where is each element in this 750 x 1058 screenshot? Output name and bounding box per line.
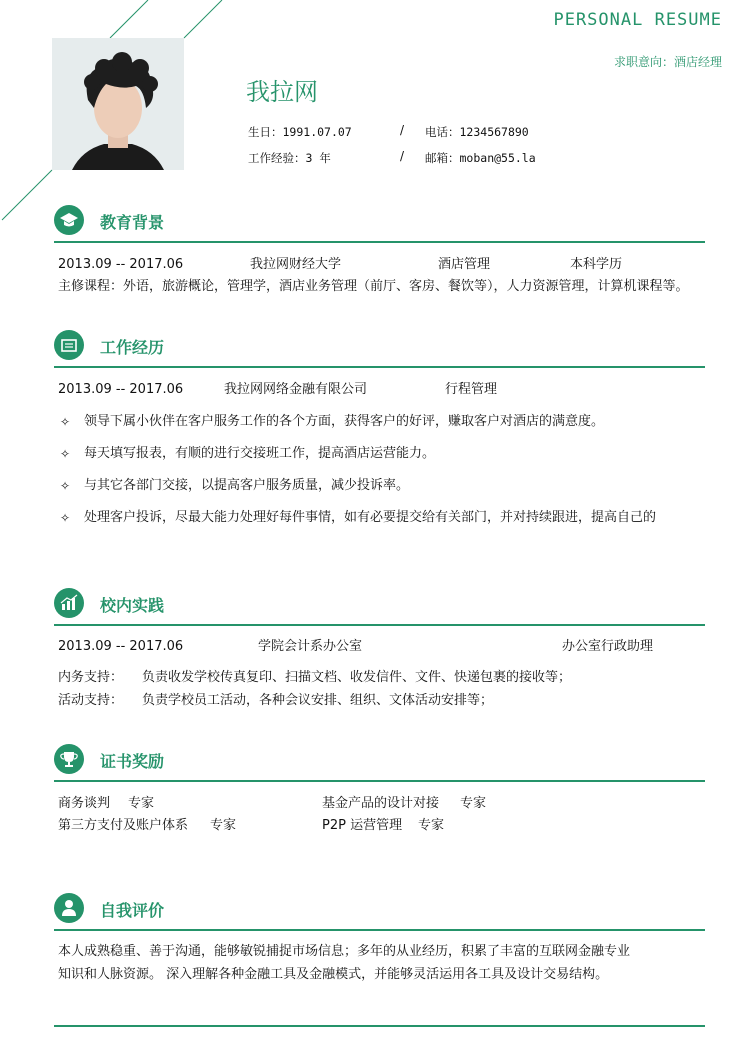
cert-level: 专家 (460, 796, 487, 811)
education-period: 2013.09 -- 2017.06 (58, 257, 184, 272)
education-school: 我拉网财经大学 (250, 257, 342, 272)
bullet-icon: ✧ (60, 447, 71, 461)
email: 邮箱：moban@55.la (425, 151, 536, 165)
campus-org: 学院会计系办公室 (258, 639, 363, 654)
section-divider (54, 780, 705, 782)
candidate-name: 我拉网 (246, 78, 318, 106)
person-icon (54, 893, 84, 923)
phone: 电话：1234567890 (425, 125, 529, 139)
campus-item-label: 内务支持： (58, 670, 124, 685)
self-evaluation-line: 本人成熟稳重、善于沟通，能够敏锐捕捉市场信息；多年的从业经历，积累了丰富的互联网金融专业 (58, 944, 631, 959)
work-period: 2013.09 -- 2017.06 (58, 382, 184, 397)
bullet-icon: ✧ (60, 479, 71, 493)
section-title-campus: 校内实践 (100, 596, 165, 615)
work-role: 行程管理 (445, 382, 498, 397)
education-courses: 主修课程：外语，旅游概论，管理学，酒店业务管理（前厅、客房、餐饮等），人力资源管理，计算机课程等。 (58, 279, 689, 294)
work-bullet: 处理客户投诉，尽最大能力处理好每件事情，如有必要提交给有关部门，并对持续跟进，提高自己的 (84, 510, 657, 525)
work-company: 我拉网网络金融有限公司 (224, 382, 368, 397)
section-divider (54, 624, 705, 626)
profile-photo (52, 38, 184, 170)
campus-item-label: 活动支持： (58, 693, 124, 708)
cert-name: 基金产品的设计对接 (322, 796, 440, 811)
section-divider (54, 241, 705, 243)
bullet-icon: ✧ (60, 511, 71, 525)
graduation-cap-icon (54, 205, 84, 235)
education-major: 酒店管理 (438, 257, 491, 272)
work-bullet: 与其它各部门交接，以提高客户服务质量，减少投诉率。 (84, 478, 410, 493)
campus-period: 2013.09 -- 2017.06 (58, 639, 184, 654)
work-bullet: 领导下属小伙伴在客户服务工作的各个方面，获得客户的好评，赚取客户对酒店的满意度。 (84, 414, 605, 429)
cert-level: 专家 (418, 818, 445, 833)
footer-divider (54, 1025, 705, 1027)
work-experience: 工作经验：3 年 (248, 151, 331, 165)
resume-title: PERSONAL RESUME (553, 10, 722, 30)
self-evaluation-line: 知识和人脉资源。 深入理解各种金融工具及金融模式，并能够灵活运用各工具及设计交易结构。 (58, 967, 609, 982)
campus-item-text: 负责收发学校传真复印、扫描文档、收发信件、文件、快递包裹的接收等； (142, 670, 572, 685)
section-divider (54, 366, 705, 368)
work-bullet: 每天填写报表，有顺的进行交接班工作，提高酒店运营能力。 (84, 446, 436, 461)
cert-name: 第三方支付及账户体系 (58, 818, 189, 833)
campus-item-text: 负责学校员工活动，各种会议安排、组织、文体活动安排等； (142, 693, 494, 708)
cert-level: 专家 (210, 818, 237, 833)
education-degree: 本科学历 (570, 257, 623, 272)
cert-name: 商务谈判 (58, 796, 111, 811)
section-title-self: 自我评价 (100, 901, 165, 920)
separator: / (400, 123, 405, 137)
bar-chart-icon (54, 588, 84, 618)
separator: / (400, 149, 405, 163)
job-intent: 求职意向：酒店经理 (613, 55, 722, 69)
section-divider (54, 929, 705, 931)
section-title-certs: 证书奖励 (100, 752, 165, 771)
section-title-work: 工作经历 (100, 338, 165, 357)
birth-date: 生日：1991.07.07 (248, 125, 352, 139)
bullet-icon: ✧ (60, 415, 71, 429)
campus-role: 办公室行政助理 (562, 639, 654, 654)
cert-name: P2P 运营管理 (322, 818, 403, 833)
cert-level: 专家 (128, 796, 155, 811)
trophy-icon (54, 744, 84, 774)
section-title-education: 教育背景 (100, 213, 165, 232)
briefcase-icon (54, 330, 84, 360)
